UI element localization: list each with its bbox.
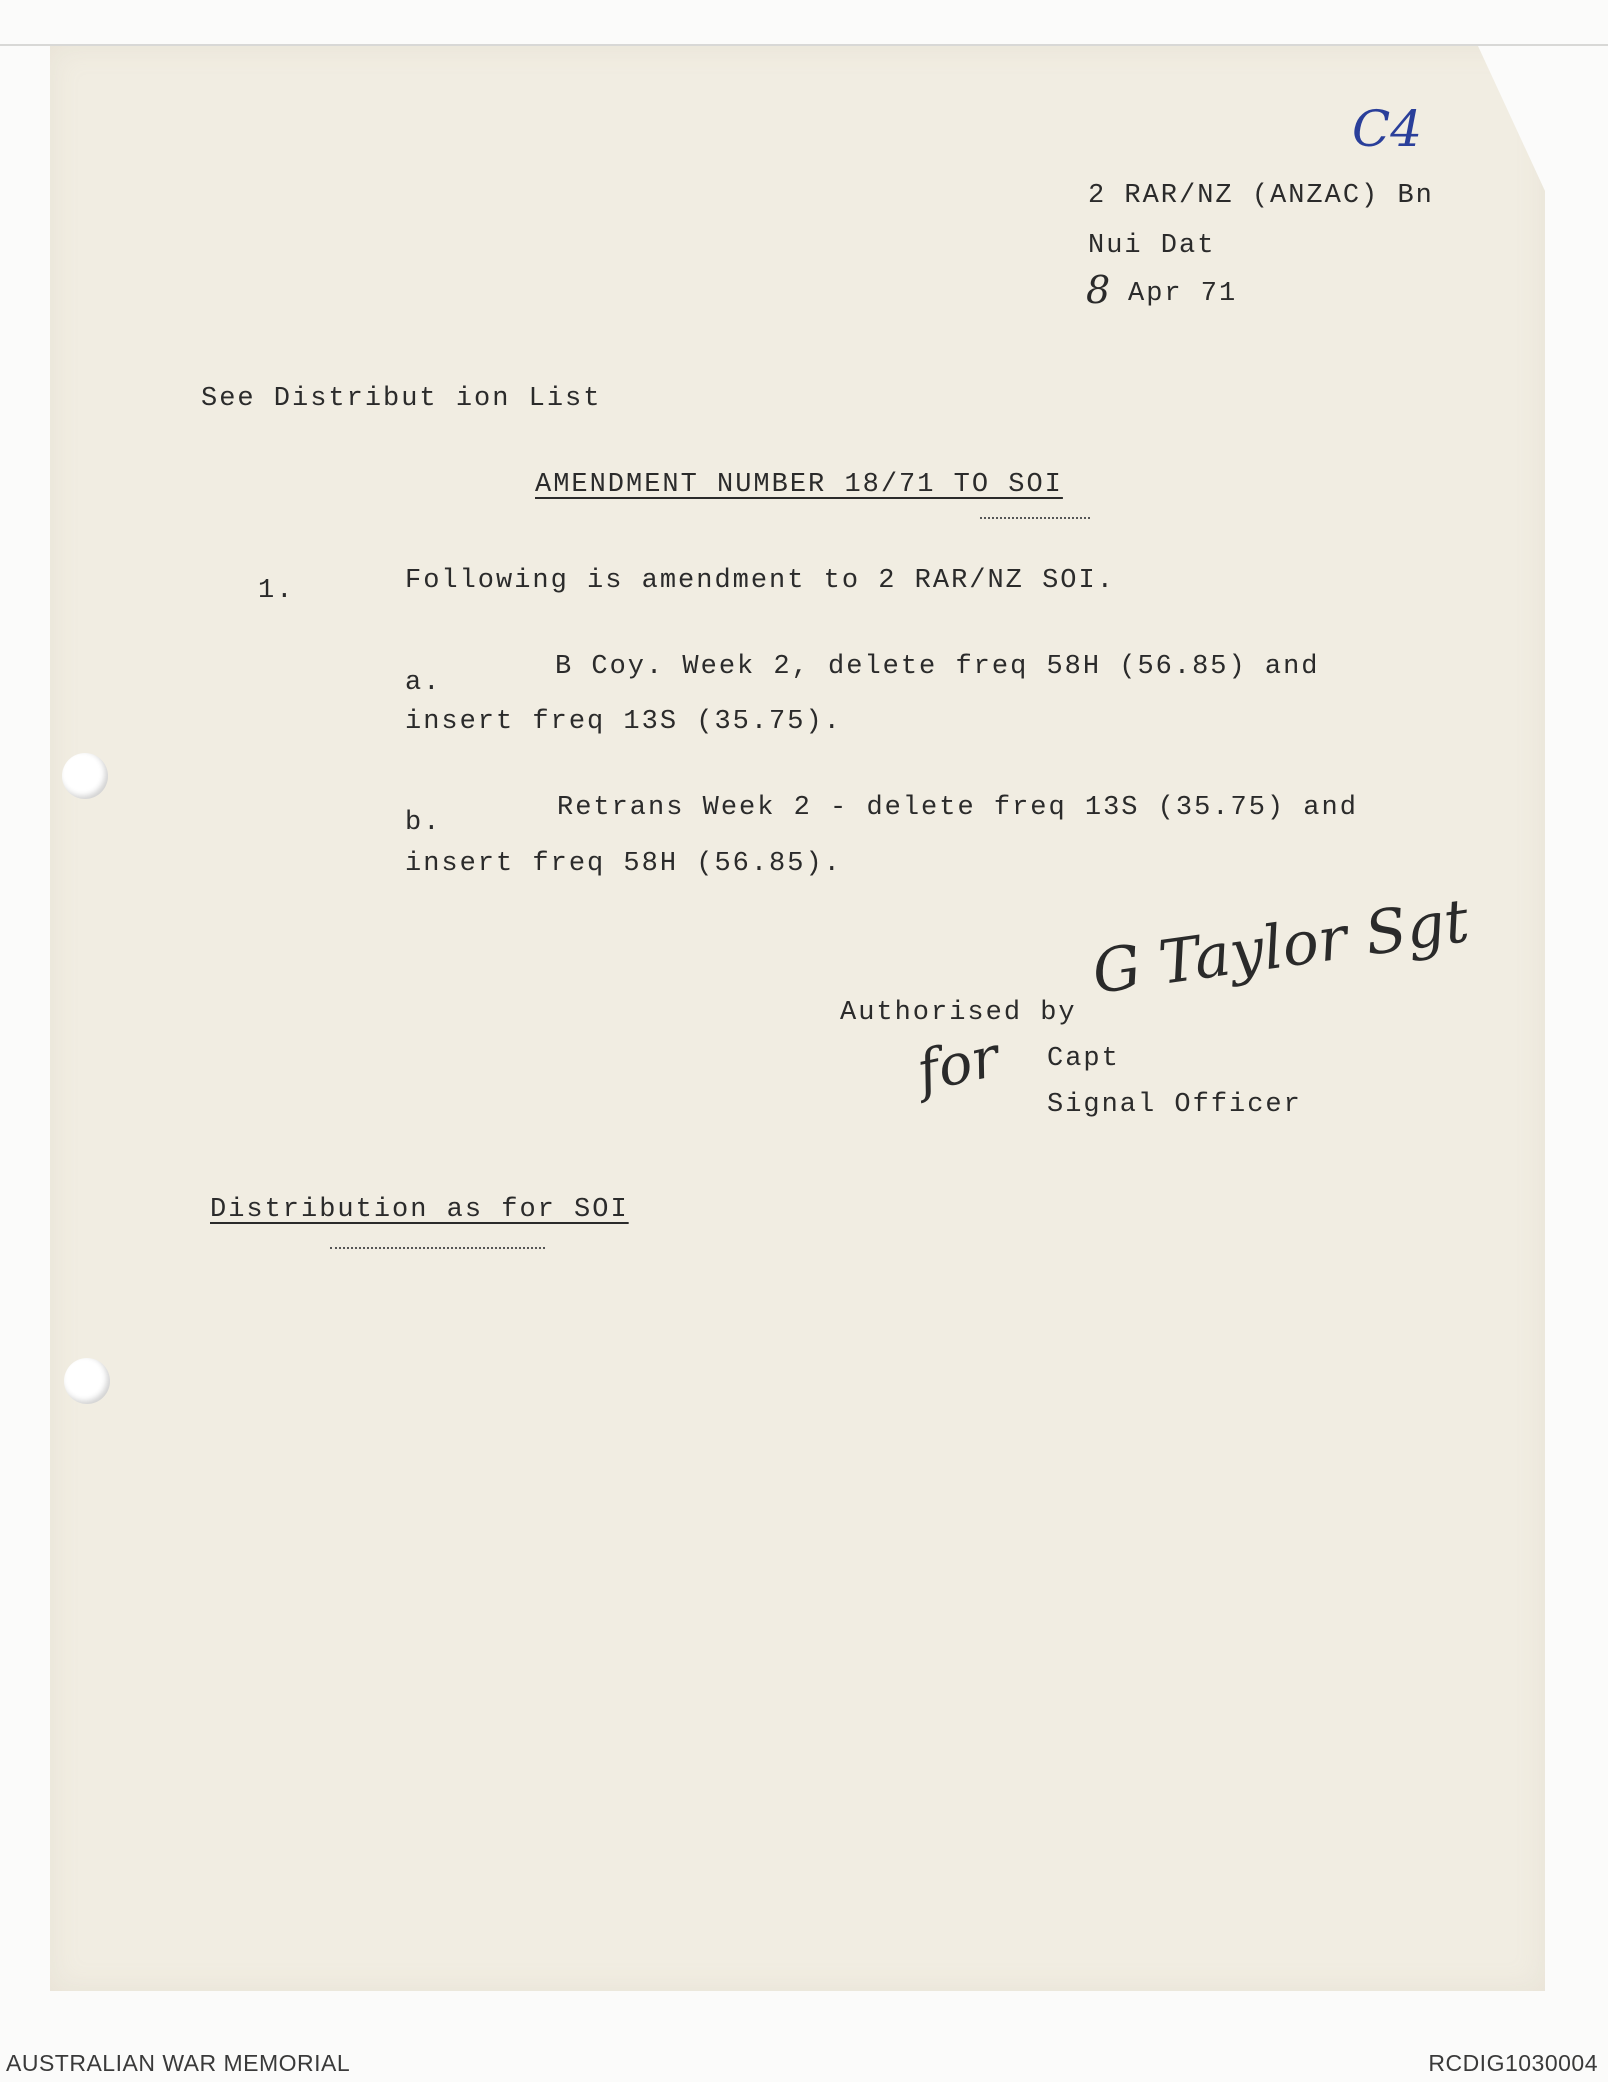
para-b-letter: b. <box>405 808 442 838</box>
date-day-handwritten: 8 <box>1086 268 1111 312</box>
handwritten-for: for <box>911 1024 1005 1105</box>
punch-hole-lower <box>64 1358 110 1404</box>
footer-record-id: RCDIG1030004 <box>1428 2050 1598 2076</box>
footer-archive-name: AUSTRALIAN WAR MEMORIAL <box>6 2050 351 2076</box>
para-b-line-1: Retrans Week 2 - delete freq 13S (35.75) and <box>557 793 1358 823</box>
document-page <box>50 46 1545 1991</box>
date: Apr 71 <box>1128 279 1238 309</box>
authorised-by-label: Authorised by <box>840 998 1077 1028</box>
punch-hole-upper <box>62 753 108 799</box>
title-dotted-underline <box>980 517 1090 519</box>
page-mark: C4 <box>1352 100 1423 158</box>
addressee: See Distribut ion List <box>201 384 602 414</box>
unit-name: 2 RAR/NZ (ANZAC) Bn <box>1088 181 1434 211</box>
para-1-text: Following is amendment to 2 RAR/NZ SOI. <box>405 566 1115 596</box>
document-title: AMENDMENT NUMBER 18/71 TO SOI <box>535 470 1063 500</box>
location: Nui Dat <box>1088 231 1216 261</box>
handwritten-signature: G Taylor Sgt <box>1088 885 1474 1008</box>
signatory-appointment: Signal Officer <box>1047 1090 1302 1120</box>
para-b-line-2: insert freq 58H (56.85). <box>405 849 842 879</box>
signatory-rank: Capt <box>1047 1044 1120 1074</box>
para-1-number: 1. <box>258 576 295 606</box>
distribution-dotted-underline <box>330 1247 545 1249</box>
para-a-line-1: B Coy. Week 2, delete freq 58H (56.85) and <box>555 652 1320 682</box>
scan-edge <box>0 44 1608 46</box>
para-a-line-2: insert freq 13S (35.75). <box>405 707 842 737</box>
distribution-line: Distribution as for SOI <box>210 1195 629 1225</box>
para-a-letter: a. <box>405 668 442 698</box>
